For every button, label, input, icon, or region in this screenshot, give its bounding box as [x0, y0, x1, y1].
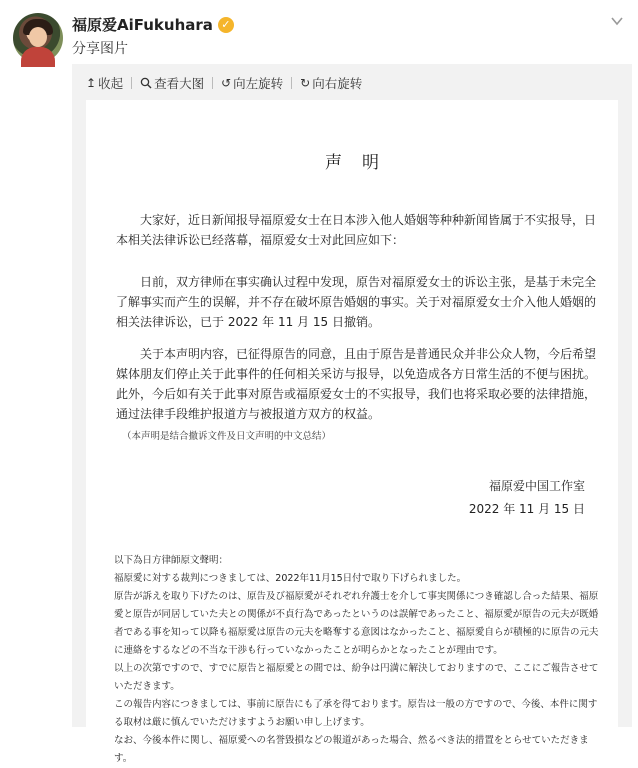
statement-paragraph-2: 日前，双方律师在事实确认过程中发现，原告对福原爱女士的诉讼主张，是基于未完全了解事实而产生的误解，并不存在破坏原告婚姻的事实。关于对福原爱女士介入他人婚姻的相关法律诉讼，已于 2022 年 11 月 15 日撤销。 — [116, 275, 597, 329]
japanese-line: この報告内容につきましては、事前に原告にも了承を得ております。原告は一般の方ですので、今後、本件に関する取材は厳に慎んでいただけますようお願い申し上げます。 — [114, 699, 598, 728]
image-panel — [72, 64, 632, 764]
avatar-shirt — [21, 47, 55, 67]
japanese-line: 福原愛に対する裁判につきましては、2022年11月15日付で取り下げられました。 — [114, 573, 467, 584]
collapse-button[interactable] — [86, 74, 123, 92]
avatar-face — [29, 27, 47, 47]
rotate-left-icon: ↺ — [221, 76, 232, 90]
japanese-statement — [114, 552, 604, 768]
collapse-label: 收起 — [98, 76, 124, 91]
rotate-right-icon: ↻ — [300, 76, 311, 90]
rotate-right-label: 向右旋转 — [312, 76, 363, 91]
user-name[interactable] — [72, 14, 234, 35]
magnifier-icon — [140, 77, 152, 89]
statement-signature: 福原爱中国工作室 — [488, 479, 585, 493]
japanese-line: 原告が訴えを取り下げたのは、原告及び福原愛がそれぞれ弁護士を介して事実関係につき確認し合った結果、福原愛と原告が同居していた夫との関係が不貞行為であったというのは誤解であったこと、福原愛が原告の元夫が既婚者である事を知って以降も福原愛は原告の元夫を略奪する意図はなかったこと、福原愛自らが積極的に原告の元夫に連絡をするなどの不当な干渉も行っていなかったことが明らかとなったことが理由です。 — [114, 591, 599, 656]
japanese-line: 以下為日方律師原文聲明： — [114, 555, 229, 566]
avatar[interactable] — [13, 13, 63, 63]
toolbar-divider — [291, 77, 292, 89]
rotate-left-label: 向左旋转 — [233, 76, 284, 91]
verified-badge-icon: ✓ — [218, 17, 234, 33]
statement-note: （本声明是结合撤诉文件及日文声明的中文总结） — [122, 431, 332, 442]
toolbar-divider — [131, 77, 132, 89]
statement-date: 2022 年 11 月 15 日 — [468, 502, 585, 516]
statement-title: 声明 — [325, 153, 399, 173]
toolbar-divider — [212, 77, 213, 89]
user-name-text[interactable]: 福原爱AiFukuhara — [72, 16, 213, 34]
japanese-line: なお、今後本件に関し、福原愛への名誉毀損などの報道があった場合、然るべき法的措置をとらせていただきます。 — [114, 735, 589, 764]
image-toolbar — [86, 74, 362, 92]
rotate-left-button[interactable] — [221, 74, 283, 92]
rotate-right-button[interactable] — [300, 74, 362, 92]
statement-paragraph-3: 关于本声明内容，已征得原告的同意，且由于原告是普通民众并非公众人物，今后希望媒体朋友们停止关于此事件的任何相关采访与报导，以免造成各方日常生活的不便与困扰。此外，今后如有关于此事对原告或福原爱女士的不实报导，我们也将采取必要的法律措施，通过法律手段维护报道方与被报道方双方的权益。 — [116, 347, 597, 421]
view-large-button[interactable] — [140, 74, 204, 92]
chevron-down-icon[interactable] — [610, 14, 624, 28]
statement-image[interactable] — [86, 100, 618, 764]
arrow-up-icon: ↥ — [86, 76, 97, 90]
view-large-label: 查看大图 — [154, 76, 205, 91]
statement-paragraph-1: 大家好，近日新闻报导福原爱女士在日本涉入他人婚姻等种种新闻皆属于不实报导，日本相关法律诉讼已经落幕，福原爱女士对此回应如下： — [116, 213, 597, 247]
japanese-line: 以上の次第ですので、すでに原告と福原愛との間では、紛争は円満に解決しておりますので、ここにご報告させていただきます。 — [114, 663, 599, 692]
post-subtitle: 分享图片 — [72, 41, 128, 57]
